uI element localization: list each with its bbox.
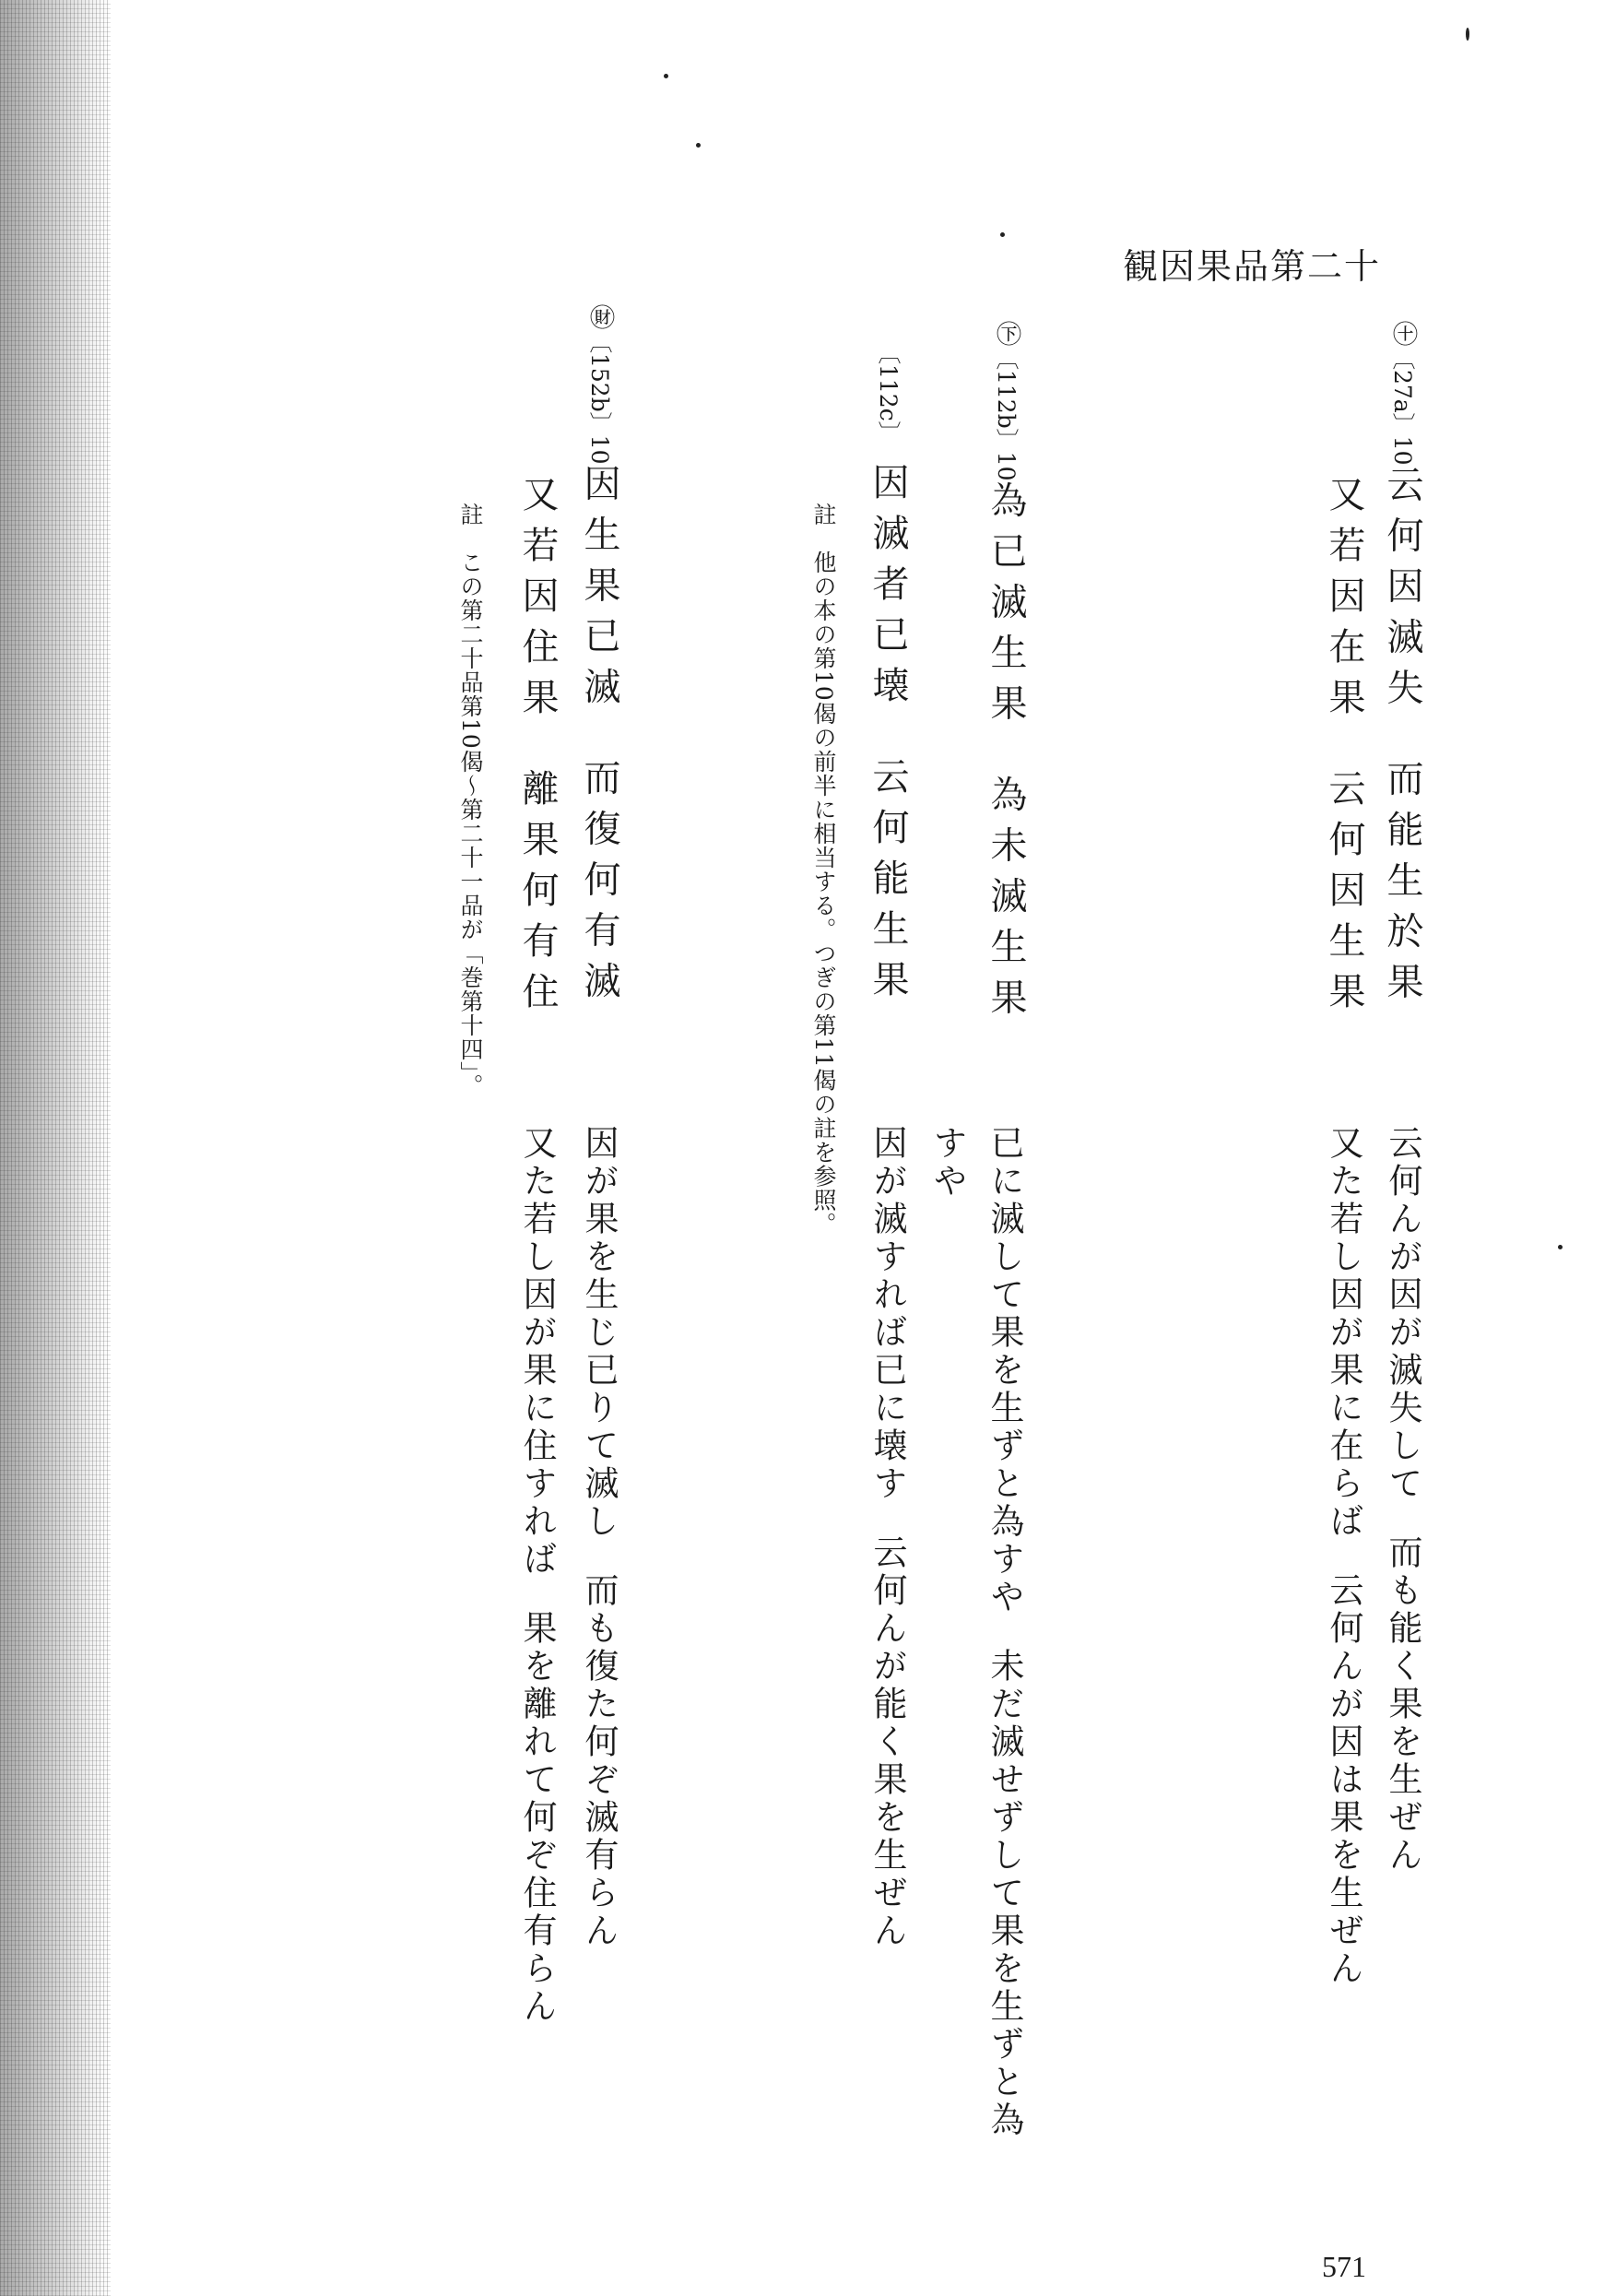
verse-2-reading-line-2 (862, 1125, 912, 1950)
verse-3-marker: ㊖ (585, 304, 614, 330)
verse-3-line-2b: 離果何有住 (516, 769, 559, 1023)
verse-3-kun-2a: 又た若し因が果に住すれば (517, 1125, 557, 1579)
page-number: 571 (1322, 2250, 1366, 2283)
verse-1-reading-line-1 (1377, 1125, 1427, 1875)
verse-1-original-line-1 (1376, 321, 1429, 1013)
verse-2-kun-2a: 因が滅すれば已に壊す (867, 1125, 907, 1503)
verse-1-line-1a: 云何因滅失 (1381, 465, 1423, 719)
verse-1-kun-2b: 云何んが因は果を生ぜん (1324, 1572, 1363, 1988)
scan-speck (1000, 232, 1005, 237)
verse-1-ref: 〔27a〕 (1389, 347, 1416, 436)
verse-2-line-2a: 因滅者已壊 (867, 462, 909, 716)
verse-2-ref-2: 〔112c〕 (875, 341, 902, 444)
verse-3-kun-2b: 果を離れて何ぞ住有らん (517, 1610, 557, 2026)
verse-1-kun-2a: 又た若し因が果に在らば (1324, 1125, 1363, 1541)
verse-1-reading-line-2 (1318, 1125, 1368, 1988)
verse-1-kun-1b: 而も能く果を生ぜん (1383, 1534, 1422, 1875)
verse-3-kun-1a: 因が果を生じ已りて滅し (579, 1125, 619, 1541)
verse-1-line-2b: 云何因生果 (1323, 769, 1365, 1023)
verse-3-reading-line-1 (573, 1125, 623, 1950)
verse-2-kun-1b: 未だ滅せずして果を生ずと為 (985, 1648, 1024, 2139)
verse-3-reading-line-2 (512, 1125, 561, 2026)
scan-shadow (0, 0, 111, 2296)
verse-3-line-1a: 因生果已滅 (578, 464, 620, 718)
verse-1-number: 10 (1389, 435, 1416, 466)
verse-2-marker: ㊦ (992, 321, 1020, 347)
verse-2-original-line-2 (862, 341, 914, 1011)
verse-2-number: 10 (993, 451, 1020, 481)
verse-2-ref: 〔112b〕 (993, 347, 1020, 452)
verse-3-original-line-2 (512, 475, 564, 1023)
verse-3-ref: 〔152b〕 (586, 330, 613, 435)
scan-speck (664, 74, 668, 78)
scan-speck (696, 143, 701, 148)
verse-2-original-line-1 (980, 321, 1032, 1029)
verse-3-kun-1b: 而も復た何ぞ滅有らん (579, 1572, 619, 1950)
verse-2-reading-line-1 (979, 1125, 1029, 2139)
verse-2-line-1b: 為未滅生果 (985, 775, 1027, 1029)
verse-1-original-line-2 (1318, 475, 1371, 1023)
page-title: 観因果品第二十 (1122, 246, 1381, 287)
scan-speck (1558, 1245, 1563, 1249)
verse-2-kun-1a: 已に滅して果を生ずと為すや (985, 1125, 1024, 1616)
verse-3-number: 10 (586, 434, 613, 465)
verse-1-line-2a: 又若因在果 (1323, 475, 1365, 728)
verse-1-line-1b: 而能生於果 (1381, 759, 1423, 1013)
verse-2-reading-line-1-cont: すや (927, 1125, 967, 1201)
verse-2-note: 註 他の本の第10偈の前半に相当する。つぎの第11偈の註を参照。 (810, 503, 837, 1237)
verse-3-note: 註 この第二十品第10偈～第二十一品が「巻第十四」。 (457, 503, 484, 1098)
scan-speck (1466, 28, 1469, 41)
verse-1-kun-1a: 云何んが因が滅失して (1383, 1125, 1422, 1503)
verse-3-line-1b: 而復何有滅 (578, 758, 620, 1012)
verse-2-kun-2b: 云何んが能く果を生ぜん (867, 1534, 907, 1950)
verse-2-line-1a: 為已滅生果 (985, 480, 1027, 735)
verse-2-line-2b: 云何能生果 (867, 756, 909, 1011)
verse-3-original-line-1 (573, 304, 626, 1012)
verse-1-marker: ㊉ (1388, 321, 1417, 347)
verse-3-line-2a: 又若因住果 (516, 475, 559, 728)
